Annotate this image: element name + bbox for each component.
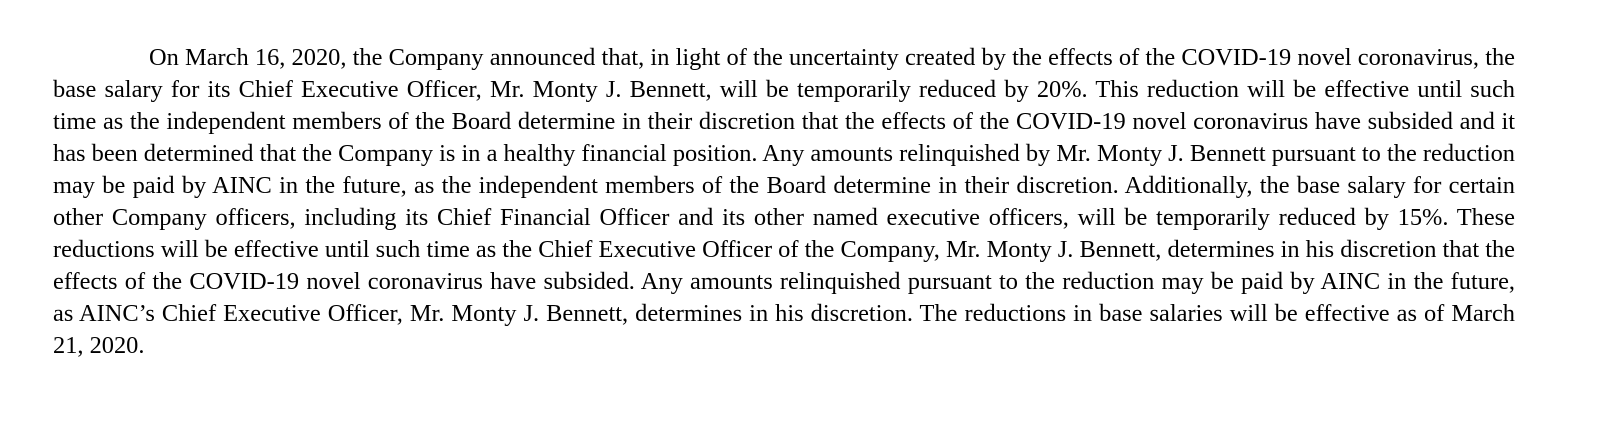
body-paragraph: On March 16, 2020, the Company announced that, in light of the uncertainty created by the effects of the COVID-19 novel coronavirus, the base salary for its Chief Executive Officer, Mr. Monty J. Bennett, will be temporarily reduced by 20%. This reduction will be effective until such time as the independent members of the Board determine in their discretion that the effects of the COVID-19 novel coronavirus have subsided and it has been determined that the Company is in a healthy financial position. Any amounts relinquished by Mr. Monty J. Bennett pursuant to the reduction may be paid by AINC in the future, as the independent members of the Board determine in their discretion. Additionally, the base salary for certain other Company officers, including its Chief Financial Officer and its other named executive officers, will be temporarily reduced by 15%. These reductions will be effective until such time as the Chief Executive Officer of the Company, Mr. Monty J. Bennett, determines in his discretion that the effects of the COVID-19 novel coronavirus have subsided. Any amounts relinquished pursuant to the reduction may be paid by AINC in the future, as AINC’s Chief Executive Officer, Mr. Monty J. Bennett, determines in his discretion. The reductions in base salaries will be effective as of March 21, 2020. — [53, 44, 1515, 359]
